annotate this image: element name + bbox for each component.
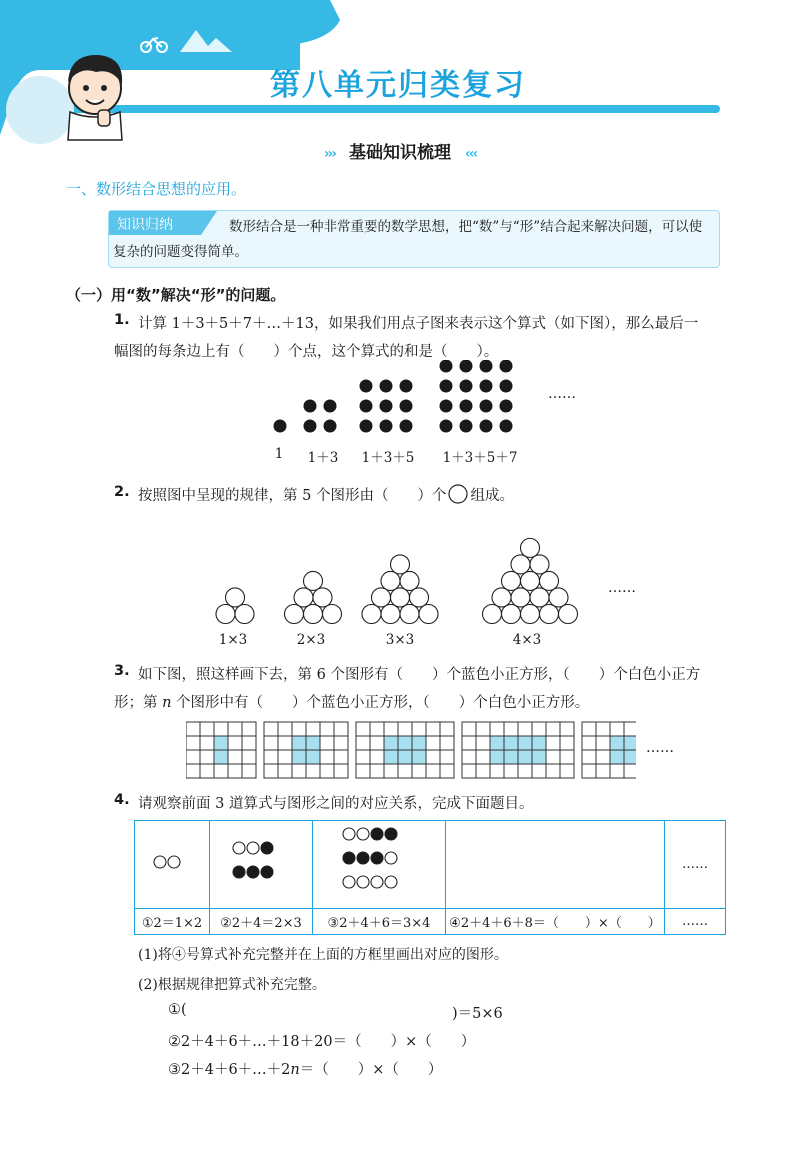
q2-circle [400,605,419,624]
q3-white-square [214,722,228,736]
q2-circle [540,571,559,590]
q3-white-square [356,764,370,778]
q3-white-square [320,736,334,750]
q4-white-circle [385,852,397,864]
q4-equation-row [135,909,726,935]
q3-white-square [610,722,624,736]
q3-white-square [214,764,228,778]
q3-white-square [320,722,334,736]
q3-white-square [242,722,256,736]
q3-white-square [356,722,370,736]
q4-fill1-blank[interactable] [186,1004,444,1022]
q3-blue-square [624,736,636,750]
q2-circle [285,605,304,624]
q4-black-circle [247,866,259,878]
q3-white-square [264,764,278,778]
q3-white-square [504,764,518,778]
q3-white-square [186,750,200,764]
q3-number: 3. [114,663,130,679]
q3-blue-square [490,736,504,750]
q3-white-square [426,736,440,750]
q3-white-square [228,722,242,736]
q4-figure-3 [341,825,417,901]
q3-blue-square [412,736,426,750]
q1-dot [460,360,473,373]
q1-dot [440,400,453,413]
q4-number: 4. [114,792,130,808]
q3-white-square [546,722,560,736]
q2-circle [391,588,410,607]
q4-fill3-n: n [290,1062,300,1078]
q4-white-circle [247,842,259,854]
q2-caption-3: 3×3 [385,632,415,648]
q3-blue-square [214,736,228,750]
q4-sub2: (2)根据规律把算式补充完整。 [138,977,326,993]
q3-white-square [462,736,476,750]
q3-white-square [490,722,504,736]
q2-text-a: 按照图中呈现的规律，第 5 个图形由（ ）个 [138,488,447,504]
q3-white-square [546,736,560,750]
q1-dot-figures [260,360,560,438]
q1-dot [400,400,413,413]
q2-circle [313,588,332,607]
q1-dot [500,380,513,393]
q4-fill2[interactable]: ②2＋4＋6＋…＋18＋20＝（ ）×（ ） [168,1034,476,1050]
q3-white-square [242,736,256,750]
q3-line2-n: n [162,695,172,711]
q4-white-circle [385,876,397,888]
q3-blue-square [504,750,518,764]
q4-black-circle [261,866,273,878]
q3-blue-square [518,750,532,764]
q2-circle [362,605,381,624]
q4-black-circle [233,866,245,878]
q2-caption-2: 2×3 [296,632,326,648]
q3-white-square [278,750,292,764]
q3-blue-square [214,750,228,764]
q2-circle [511,588,530,607]
q2-circle [216,605,235,624]
q2-number: 2. [114,484,130,500]
q3-white-square [426,750,440,764]
q3-white-square [278,722,292,736]
q4-figure-cell-1 [135,821,210,909]
q3-white-square [186,736,200,750]
q2-caption-1: 1×3 [218,632,248,648]
knowledge-box [108,210,720,268]
q3-blue-square [610,750,624,764]
q4-equation-4[interactable]: ④2＋4＋6＋8＝（ ）×（ ） [446,909,665,935]
q4-white-circle [357,876,369,888]
q3-blue-square [398,736,412,750]
q4-equation-3: ③2＋4＋6＝3×4 [313,909,446,935]
q3-white-square [596,750,610,764]
q1-dot [480,380,493,393]
q4-figure-2 [231,839,291,887]
q1-dot [460,420,473,433]
q3-white-square [200,764,214,778]
q2-circle [304,605,323,624]
q3-white-square [532,722,546,736]
q2-circle [323,605,342,624]
q4-table [134,820,726,935]
q4-black-circle [357,852,369,864]
q3-white-square [334,722,348,736]
q3-white-square [334,736,348,750]
q3-blue-square [398,750,412,764]
q1-dot [380,400,393,413]
q3-blue-square [306,736,320,750]
q3-line2 [114,691,589,712]
q2-circle [521,571,540,590]
q3-white-square [532,764,546,778]
q3-white-square [370,722,384,736]
q1-ellipsis: …… [548,386,576,402]
q3-blue-square [532,750,546,764]
q1-dot [380,380,393,393]
q4-white-circle [371,876,383,888]
q1-dot [480,400,493,413]
q4-white-circle [343,828,355,840]
q3-white-square [186,764,200,778]
q3-white-square [518,722,532,736]
q3-white-square [356,736,370,750]
q2-ellipsis: …… [608,580,636,596]
q3-white-square [200,750,214,764]
q3-white-square [440,722,454,736]
q1-dot [400,380,413,393]
q3-white-square [398,764,412,778]
q3-white-square [596,722,610,736]
q1-dot [360,380,373,393]
arrows-left-icon: ››› [323,146,336,162]
circle-icon [446,484,470,504]
q3-white-square [596,736,610,750]
q4-equation-2: ②2＋4＝2×3 [210,909,313,935]
q3-ellipsis: …… [646,740,674,756]
q4-black-circle [385,828,397,840]
q2-circle [304,571,323,590]
q3-blue-square [490,750,504,764]
q2-circle [511,555,530,574]
q3-white-square [186,722,200,736]
q3-blue-square [384,736,398,750]
q3-white-square [440,750,454,764]
q3-blue-square [624,750,636,764]
q3-white-square [292,764,306,778]
q3-white-square [624,722,636,736]
q4-black-circle [343,852,355,864]
q3-white-square [426,764,440,778]
q2-circle [483,605,502,624]
q3-white-square [292,722,306,736]
q1-dot [440,360,453,373]
q3-white-square [560,764,574,778]
q3-white-square [356,750,370,764]
q3-white-square [582,750,596,764]
q3-white-square [476,764,490,778]
q3-white-square [490,764,504,778]
q1-caption-3: 1＋3＋5 [361,450,415,466]
q3-white-square [228,750,242,764]
q3-white-square [440,736,454,750]
q3-white-square [200,722,214,736]
q4-figure-cell-3 [313,821,446,909]
q1-dot [500,400,513,413]
q2-circle [226,588,245,607]
q3-white-square [278,764,292,778]
q2-circle [400,571,419,590]
q2-circle [549,588,568,607]
q3-line1: 如下图，照这样画下去，第 6 个图形有（ ）个蓝色小正方形，（ ）个白色小正方 [138,667,701,683]
q1-dot [324,420,337,433]
q3-white-square [278,736,292,750]
q2-circle [391,555,410,574]
q3-white-square [320,750,334,764]
section-heading-text: 基础知识梳理 [349,143,451,163]
q4-fill3[interactable] [168,1058,442,1079]
q3-white-square [228,736,242,750]
q3-blue-square [384,750,398,764]
q3-blue-square [292,750,306,764]
q1-caption-1: 1 [274,446,284,462]
q4-text: 请观察前面 3 道算式与图形之间的对应关系，完成下面题目。 [138,796,534,812]
q3-white-square [582,736,596,750]
q1-caption-4: 1＋3＋5＋7 [442,450,518,466]
q3-white-square [370,750,384,764]
q4-equation-ellipsis: …… [665,909,726,935]
q3-white-square [370,764,384,778]
q3-white-square [582,722,596,736]
section-heading [0,138,800,163]
q1-dot [274,420,287,433]
q4-figure-ellipsis: …… [665,821,726,909]
q1-dot [500,360,513,373]
q2-circle [502,605,521,624]
q3-white-square [264,736,278,750]
q2-circle [530,588,549,607]
q1-dot [500,420,513,433]
q3-white-square [462,722,476,736]
q3-white-square [200,736,214,750]
q2-circle-triangles [200,510,600,628]
q2-circle [381,605,400,624]
q3-line2-b: 个图形中有（ ）个蓝色小正方形，（ ）个白色小正方形。 [171,695,590,711]
knowledge-text: 数形结合是一种非常重要的数学思想，把“数”与“形”结合起来解决问题，可以使复杂的问题变得简单。 [113,219,703,260]
q4-white-circle [233,842,245,854]
q2-circle [502,571,521,590]
q1-dot [304,420,317,433]
page-title: 第八单元归类复习 [270,68,526,103]
q4-white-circle [154,856,166,868]
q2-text [138,484,514,505]
q1-line1: 计算 1＋3＋5＋7＋…＋13，如果我们用点子图来表示这个算式（如下图），那么最后一 [138,316,699,332]
q2-circle [540,605,559,624]
q4-figure-cell-2 [210,821,313,909]
q2-text-b: 组成。 [470,488,514,504]
q4-black-circle [371,828,383,840]
q3-white-square [546,750,560,764]
q3-white-square [334,764,348,778]
q3-white-square [582,764,596,778]
q2-circle [294,588,313,607]
q3-blue-square [412,750,426,764]
q1-number: 1. [114,312,130,328]
q1-line2: 幅图的每条边上有（ ）个点，这个算式的和是（ ）。 [114,344,499,360]
q1-caption-2: 1＋3 [307,450,339,466]
q1-dot [380,420,393,433]
q3-white-square [476,736,490,750]
q2-circle [381,571,400,590]
q3-white-square [624,764,636,778]
q3-white-square [596,764,610,778]
q3-grid-figures [186,720,636,782]
q1-dot [480,360,493,373]
q4-figure-row [135,821,726,909]
q4-fill3-b: ＝（ ）×（ ） [299,1062,443,1078]
q4-black-circle [371,852,383,864]
arrows-right-icon: ‹‹‹ [464,146,477,162]
q1-dot [360,420,373,433]
q3-white-square [462,764,476,778]
q3-blue-square [610,736,624,750]
q3-white-square [462,750,476,764]
q3-white-square [334,750,348,764]
q2-circle [419,605,438,624]
q2-circle [372,588,391,607]
q4-white-circle [343,876,355,888]
q2-circle [521,538,540,557]
q3-white-square [476,750,490,764]
q4-fill3-a: ③2＋4＋6＋…＋2 [168,1062,291,1078]
q1-dot [460,380,473,393]
q4-black-circle [261,842,273,854]
q3-white-square [384,764,398,778]
q2-circle [559,605,578,624]
q2-circle [492,588,511,607]
q2-circle [235,605,254,624]
q4-fill1-close: )＝5×6 [452,1006,503,1022]
q4-figure-1 [152,853,192,873]
q4-figure-cell-4-blank[interactable] [446,821,665,909]
q1-dot [304,400,317,413]
q3-white-square [242,764,256,778]
q3-white-square [306,764,320,778]
q1-dot [324,400,337,413]
q4-sub1: (1)将④号算式补充完整并在上面的方框里画出对应的图形。 [138,947,508,963]
q1-dot [440,420,453,433]
q3-blue-square [504,736,518,750]
q4-equation-1: ①2＝1×2 [135,909,210,935]
q3-white-square [560,722,574,736]
q3-white-square [398,722,412,736]
cartoon-boy-icon [68,55,122,140]
q3-white-square [242,750,256,764]
q3-white-square [476,722,490,736]
q3-white-square [306,722,320,736]
q1-dot [460,400,473,413]
q3-white-square [560,750,574,764]
q3-blue-square [292,736,306,750]
q3-blue-square [532,736,546,750]
q1-dot [400,420,413,433]
q3-white-square [412,722,426,736]
q3-white-square [228,764,242,778]
q3-white-square [518,764,532,778]
q2-circle [530,555,549,574]
q3-white-square [560,736,574,750]
q3-white-square [412,764,426,778]
q3-white-square [264,722,278,736]
q3-white-square [440,764,454,778]
q3-white-square [264,750,278,764]
q4-fill1-open: ①( [168,1002,187,1018]
q1-dot [480,420,493,433]
q4-white-circle [168,856,180,868]
q3-white-square [546,764,560,778]
q2-circle [410,588,429,607]
topic-heading: 一、数形结合思想的应用。 [66,180,247,198]
q2-caption-4: 4×3 [512,632,542,648]
q3-white-square [384,722,398,736]
q1-dot [440,380,453,393]
q3-white-square [320,764,334,778]
knowledge-tag: 知识归纳 [117,217,173,233]
q3-white-square [610,764,624,778]
q3-line2-a: 形；第 [114,695,163,711]
q4-white-circle [357,828,369,840]
q3-blue-square [306,750,320,764]
q1-dot [360,400,373,413]
q3-white-square [426,722,440,736]
q3-white-square [370,736,384,750]
part1-heading: （一）用“数”解决“形”的问题。 [66,286,286,304]
q3-blue-square [518,736,532,750]
q2-circle [521,605,540,624]
q3-white-square [504,722,518,736]
